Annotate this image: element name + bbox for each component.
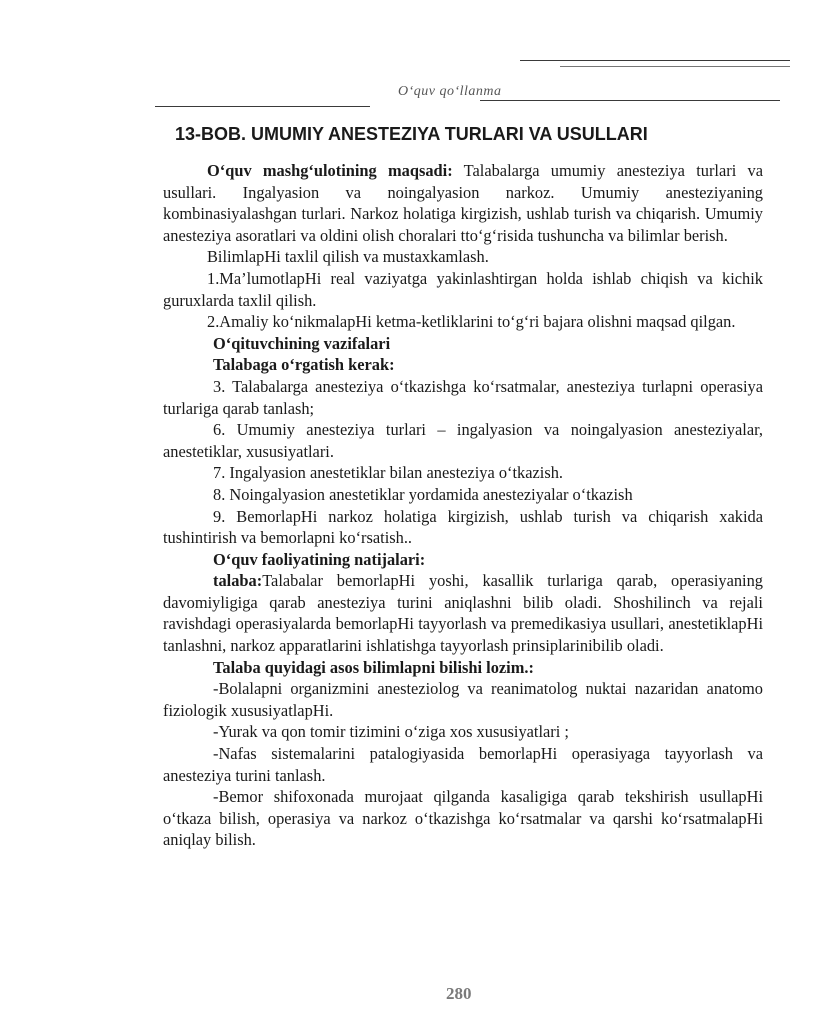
dash-item-4: -Bemor shifoxonada murojaat qilganda kasaligiga qarab tekshirish usullapHi o‘tkaza bilish, operasiya va narkoz o‘tkazishga ko‘rsatmalar va qarshi ko‘rsatmalapHi aniqlay bilish. — [163, 787, 763, 850]
list-item-8: 8. Noingalyasion anestetiklar yordamida anesteziyalar o‘tkazish — [213, 484, 633, 504]
paragraph-item-2: 2.Amaliy ko‘nikmalapHi ketma-ketliklarini to‘g‘ri bajara olishni maqsad qilgan. — [207, 312, 736, 332]
dash-item-1: -Bolalapni organizmini anesteziolog va reanimatolog nuktai nazaridan anatomo fiziologik xususiyatlapHi. — [163, 679, 763, 720]
chapter-title: 13-BOB. UMUMIY ANESTEZIYA TURLARI VA USULLARI — [175, 124, 648, 144]
paragraph-item-1: 1.Ma’lumotlapHi real vaziyatga yakinlashtirgan holda ishlab chiqish va kichik guruxlarda taxlil qilish. — [163, 268, 763, 310]
dash-item-2: -Yurak va qon tomir tizimini o‘ziga xos xususiyatlari ; — [213, 722, 569, 742]
list-item-9: 9. BemorlapHi narkoz holatiga kirgizish, ushlab turish va chiqarish xakida tushintirish va bemorlapni ko‘rsatish.. — [163, 506, 763, 548]
list-item-3: 3. Talabalarga anesteziya o‘tkazishga ko‘rsatmalar, anesteziya turlapni operasiya turlariga qarab tanlash; — [163, 376, 763, 418]
aim-text: Talabalarga umumiy anesteziya turlari va usullari. Ingalyasion va noingalyasion narkoz. Umumiy anesteziyaning kombinasiyalashgan turlari. Narkoz holatiga kirgizish, ushlab turish va chiqarish. Umumiy anesteziya asoratlari va oldini olish choralari tto‘g‘risida tushuncha va bilimlar berish. — [163, 161, 763, 245]
heading-basic-knowledge: Talaba quyidagi asos bilimlapni bilishi lozim.: — [213, 657, 534, 677]
header-rule-top — [520, 60, 790, 61]
heading-results: O‘quv faoliyatining natijalari: — [213, 549, 426, 569]
running-header: O‘quv qo‘llanma — [398, 84, 502, 99]
paragraph-aim — [163, 160, 763, 246]
paragraph-analysis: BilimlapHi taxlil qilish va mustaxkamlash. — [207, 247, 489, 267]
heading-teacher-tasks: O‘qituvchining vazifalari — [213, 333, 391, 353]
header-rule-right — [480, 100, 780, 101]
student-label: talaba: — [213, 571, 263, 591]
list-item-7: 7. Ingalyasion anestetiklar bilan anesteziya o‘tkazish. — [213, 463, 563, 483]
page-number: 280 — [446, 984, 472, 1003]
header-rule-left — [155, 106, 370, 107]
aim-label: O‘quv mashg‘ulotining maqsadi: — [207, 161, 453, 180]
dash-item-3: -Nafas sistemalarini patalogiyasida bemorlapHi operasiyaga tayyorlash va anesteziya turini tanlash. — [163, 744, 763, 785]
list-item-6: 6. Umumiy anesteziya turlari – ingalyasion va noingalyasion anesteziyalar, anestetiklar, xususiyatlari. — [163, 420, 763, 461]
student-outcome-text: Talabalar bemorlapHi yoshi, kasallik turlariga qarab, operasiyaning davomiyligiga qarab anesteziya turini aniqlashni bilib oladi. Shoshilinch va rejali ravishdagi operasiyalarda bemorlapHi tayyorlash va premedikasiya usullari, anestetiklapHi tanlashni, narkoz apparatlarini ishlatishga tayyorlash prinsiplarinibilib oladi. — [163, 571, 763, 656]
page-body — [163, 160, 763, 851]
paragraph-student-outcome — [163, 570, 763, 656]
header-rule-top-secondary — [560, 66, 790, 67]
heading-teach-student: Talabaga o‘rgatish kerak: — [213, 355, 395, 375]
